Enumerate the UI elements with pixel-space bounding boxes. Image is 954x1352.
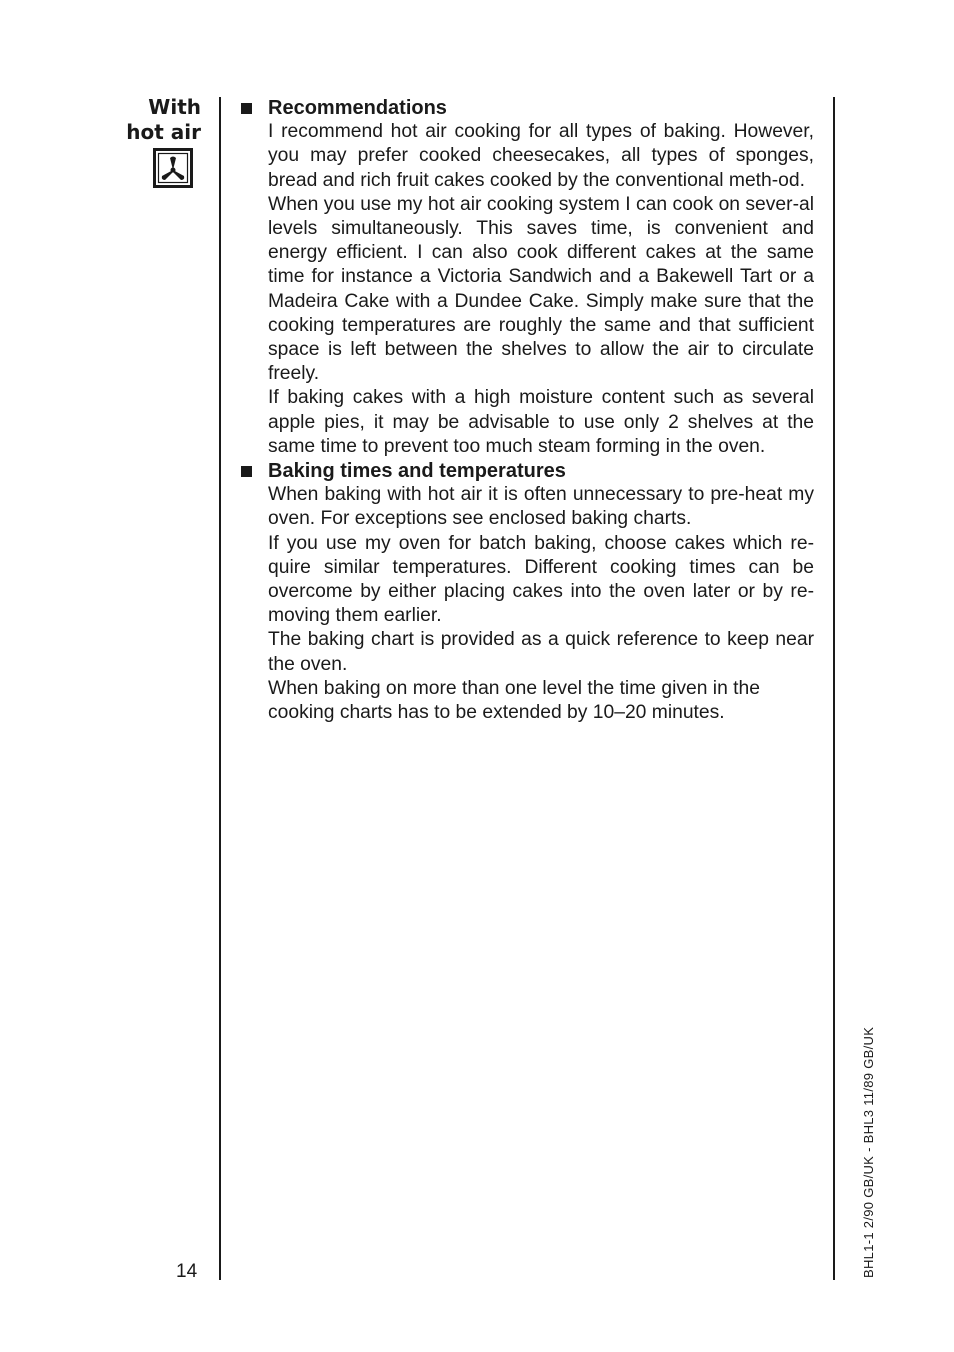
section-title-baking-times: Baking times and temperatures (268, 459, 814, 483)
main-content (268, 96, 814, 725)
paragraph: I recommend hot air cooking for all types of baking. However, you may prefer cooked cheesecakes, all types of sponges, bread and rich fruit cakes cooked by the conventional meth-od. (268, 121, 814, 191)
square-bullet-icon (241, 466, 252, 477)
paragraph: When baking on more than one level the time given in the cooking charts has to be extended by 10–20 minutes. (268, 677, 760, 724)
section-title-recommendations: Recommendations (268, 96, 814, 120)
side-heading-line1: With (148, 95, 201, 119)
footer-document-code: BHL1-1 2/90 GB/UK - BHL3 11/89 GB/UK (861, 1026, 876, 1278)
paragraph: If baking cakes with a high moisture content such as several apple pies, it may be advisable to use only 2 shelves at the same time to prevent too much steam forming in the oven. (268, 387, 814, 457)
square-bullet-icon (241, 103, 252, 114)
paragraph: When baking with hot air it is often unnecessary to pre-heat my oven. For exceptions see enclosed baking charts. (268, 484, 814, 530)
paragraph: When you use my hot air cooking system I can cook on sever-al levels simultaneously. This saves time, is convenient and energy efficient. I can also cook different cakes at the same time for instance a Victoria Sandwich and a Bakewell Tart or a Madeira Cake with a Dundee Cake. Simply make sure that the cooking temperatures are roughly the same and that sufficient space is left between the shelves to allow the air to circulate freely. (268, 193, 814, 385)
side-heading (100, 95, 201, 145)
right-divider-rule (833, 97, 835, 1280)
fan-symbol-icon (153, 148, 193, 188)
paragraph: If you use my oven for batch baking, choose cakes which re-quire similar temperatures. Different cooking times can be overcome by either placing cakes into the oven later or by re-moving them earlier. (268, 532, 814, 627)
left-divider-rule (219, 97, 221, 1280)
side-heading-line2: hot air (126, 120, 201, 144)
paragraph: The baking chart is provided as a quick reference to keep near the oven. (268, 629, 814, 675)
page-number: 14 (176, 1261, 198, 1282)
